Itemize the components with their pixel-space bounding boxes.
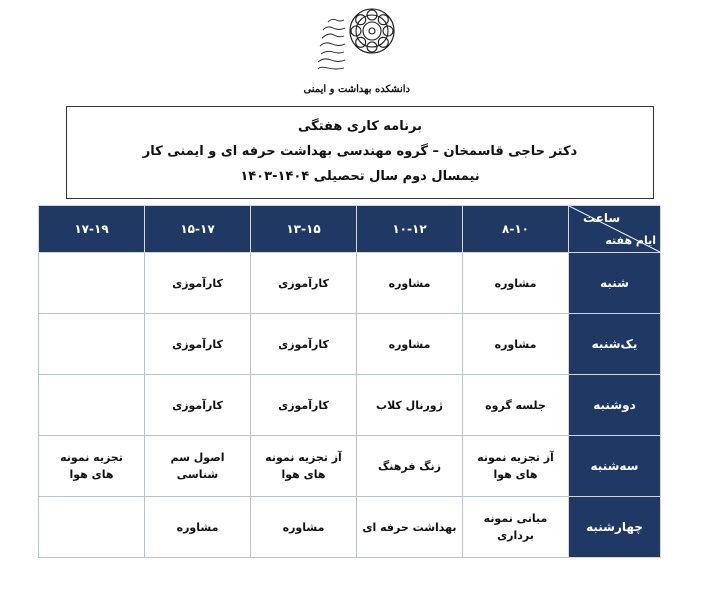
schedule-cell	[39, 253, 145, 314]
day-label: سه‌شنبه	[569, 436, 661, 497]
weekly-schedule-table	[38, 205, 661, 558]
column-header: ۱۳-۱۵	[251, 206, 357, 253]
cell-text: مشاوره	[176, 520, 219, 534]
cell-text: مشاوره	[388, 337, 431, 351]
schedule-cell	[39, 314, 145, 375]
column-header: ۱۰-۱۲	[357, 206, 463, 253]
day-label: دوشنبه	[569, 375, 661, 436]
cell-text: آز تجزیه نمونه های هوا	[477, 451, 554, 481]
cell-text: آز تجزیه نمونه های هوا	[265, 451, 342, 481]
table-row	[39, 375, 661, 436]
schedule-cell	[357, 436, 463, 497]
schedule-cell	[357, 375, 463, 436]
document-subtitle: دکتر حاجی قاسمخان – گروه مهندسی بهداشت حرفه ای و ایمنی کار	[142, 144, 578, 159]
schedule-cell	[463, 314, 569, 375]
schedule-cell	[39, 497, 145, 558]
cell-text: کارآموزی	[278, 337, 329, 351]
table-row	[39, 436, 661, 497]
schedule-cell	[463, 253, 569, 314]
table-row	[39, 253, 661, 314]
cell-text: مبانی نمونه برداری	[483, 512, 548, 542]
cell-text: مشاوره	[282, 520, 325, 534]
schedule-cell	[251, 253, 357, 314]
cell-text: مشاوره	[494, 276, 537, 290]
document-title: برنامه کاری هفتگی	[298, 119, 422, 134]
schedule-cell	[251, 436, 357, 497]
schedule-cell	[145, 497, 251, 558]
schedule-cell	[357, 497, 463, 558]
day-label: یک‌شنبه	[569, 314, 661, 375]
schedule-cell	[463, 375, 569, 436]
cell-text: اصول سم شناسی	[170, 451, 225, 481]
table-row	[39, 314, 661, 375]
corner-header-cell	[569, 206, 661, 253]
day-label: چهارشنبه	[569, 497, 661, 558]
schedule-cell	[357, 253, 463, 314]
cell-text: ژورنال کلاب	[376, 398, 443, 412]
cell-text: جلسه گروه	[485, 398, 546, 412]
day-label: شنبه	[569, 253, 661, 314]
table-row	[39, 497, 661, 558]
cell-text: کارآموزی	[172, 398, 223, 412]
schedule-cell	[357, 314, 463, 375]
logo-caption: دانشکده بهداشت و ایمنی	[303, 84, 410, 95]
semester-label: نیمسال دوم سال تحصیلی ۱۴۰۴-۱۴۰۳	[240, 169, 480, 184]
logo-script-icon	[314, 16, 348, 72]
schedule-cell	[145, 375, 251, 436]
cell-text: کارآموزی	[172, 337, 223, 351]
university-logo	[303, 6, 410, 102]
cell-text: زنگ فرهنگ	[378, 459, 441, 473]
university-emblem-icon	[347, 6, 397, 56]
table-header-row	[39, 206, 661, 253]
cell-text: کارآموزی	[278, 276, 329, 290]
schedule-cell	[251, 314, 357, 375]
column-header: ۱۵-۱۷	[145, 206, 251, 253]
schedule-cell	[145, 436, 251, 497]
cell-text: بهداشت حرفه ای	[362, 520, 457, 534]
schedule-cell	[39, 375, 145, 436]
cell-text: تجزیه نمونه های هوا	[60, 451, 123, 481]
corner-day-label: ایام هفته	[605, 234, 656, 247]
schedule-cell	[145, 253, 251, 314]
cell-text: مشاوره	[388, 276, 431, 290]
cell-text: کارآموزی	[278, 398, 329, 412]
schedule-cell	[463, 436, 569, 497]
schedule-cell	[251, 375, 357, 436]
schedule-cell	[39, 436, 145, 497]
schedule-cell	[145, 314, 251, 375]
cell-text: کارآموزی	[172, 276, 223, 290]
schedule-cell	[251, 497, 357, 558]
schedule-cell	[463, 497, 569, 558]
column-header: ۱۷-۱۹	[39, 206, 145, 253]
column-header: ۸-۱۰	[463, 206, 569, 253]
corner-time-label: ساعت	[583, 211, 621, 225]
cell-text: مشاوره	[494, 337, 537, 351]
document-header	[66, 106, 654, 199]
